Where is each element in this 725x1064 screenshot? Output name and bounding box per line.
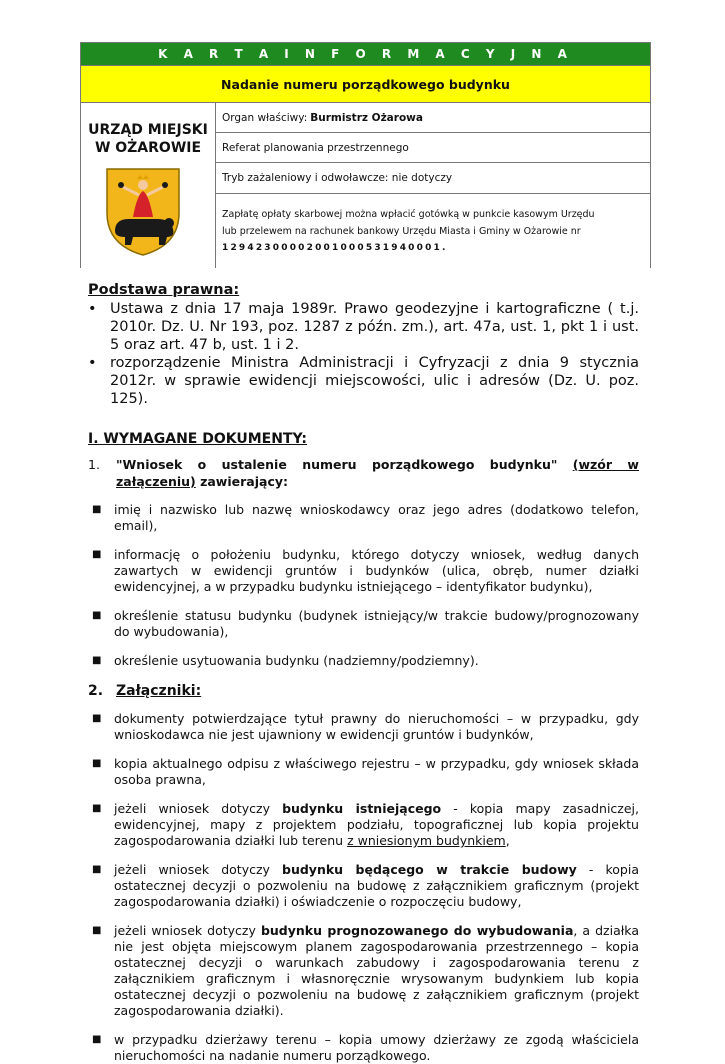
section2-number: 2. [88, 683, 104, 699]
list-item: ■ określenie usytuowania budynku (nadziemny/podziemny). [92, 653, 479, 668]
list-item-text: jeżeli wniosek dotyczy [114, 801, 283, 816]
list-item: ■ informację o położeniu budynku, którego dotyczy wniosek, według danych zawartych w ewidencji gruntów i budynków (ulica, obręb, numer działki ewidencyjnej, a w przypadku budynku istniejącego – identyfikator budynku), [92, 547, 639, 594]
payment-line2: lub przelewem na rachunek bankowy Urzędu Miasta i Gminy w Ożarowie nr [222, 225, 581, 237]
payment-row [216, 194, 650, 268]
legal-item: • rozporządzenie Ministra Administracji i Cyfryzacji z dnia 9 stycznia 2012r. w sprawie ewidencji miejscowości, ulic i adresów (Dz. U. poz. 125). [88, 355, 639, 407]
coat-of-arms-icon [103, 165, 183, 257]
legal-item: • Ustawa z dnia 17 maja 1989r. Prawo geodezyjne i kartograficzne ( t.j. 2010r. Dz. U. Nr 193, poz. 1287 z późn. zm.), art. 47a, ust. 1, pkt 1 i ust. 5 oraz art. 47 b, ust. 1 i 2. [88, 301, 639, 353]
section2-heading [88, 683, 639, 699]
list-item-text: , [505, 833, 510, 848]
list-item-text: kopia aktualnego odpisu z właściwego rejestru – w przypadku, gdy wniosek składa osoba prawna, [114, 756, 639, 787]
section1-intro [88, 456, 639, 490]
list-item-text: określenie statusu budynku (budynek istniejący/w trakcie budowy/prognozowany do wybudowania), [114, 608, 639, 639]
list-item: ■ jeżeli wniosek dotyczy budynku będącego w trakcie budowy - kopia ostatecznej decyzji o pozwoleniu na budowę z załącznikiem graficznym (projekt zagospodarowania działki) i oświadczenie o rozpoczęciu budowy, [92, 862, 639, 909]
section1-intro-a: "Wniosek o ustalenie numeru porządkowego budynku" [116, 457, 558, 472]
office-line2: W OŻAROWIE [94, 140, 202, 156]
list-item-text: - kopia ostatecznej decyzji o pozwoleniu na budowę z załącznikiem graficznym (projekt zagospodarowania działki) i oświadczenie o rozpoczęciu budowy, [114, 862, 639, 909]
legal-heading: Podstawa prawna: [88, 282, 240, 298]
list-item-text: dokumenty potwierdzające tytuł prawny do nieruchomości – w przypadku, gdy wnioskodawca nie jest ujawniony w ewidencji gruntów i budynków, [114, 711, 639, 742]
section1-intro-c: zawierający: [195, 474, 288, 489]
legal-item-text: Ustawa z dnia 17 maja 1989r. Prawo geodezyjne i kartograficzne ( t.j. 2010r. Dz. U. Nr 193, poz. 1287 z późn. zm.), art. 47a, ust. 1, pkt 1 i ust. 5 oraz art. 47 b, ust. 1 i 2. [110, 301, 639, 353]
section1-number: 1. [88, 457, 100, 472]
list-item-underlined: z wniesionym budynkiem [347, 833, 506, 848]
tryb-row: Tryb zażaleniowy i odwoławcze: nie dotyczy [216, 163, 650, 194]
organ-label: Organ właściwy: [222, 111, 308, 124]
list-item: ■ kopia aktualnego odpisu z właściwego rejestru – w przypadku, gdy wniosek składa osoba prawna, [92, 756, 639, 787]
info-card [80, 42, 651, 268]
list-item-text: określenie usytuowania budynku (nadziemny/podziemny). [114, 653, 479, 668]
card-subtitle: Nadanie numeru porządkowego budynku [81, 65, 650, 103]
list-item-text: - kopia mapy zasadniczej, ewidencyjnej, mapy z projektem podziału, topograficznej lub kopia projektu zagospodarowania działki lub terenu [114, 801, 639, 848]
office-line1: URZĄD MIEJSKI [88, 122, 208, 138]
list-item: ■ jeżeli wniosek dotyczy budynku istniejącego - kopia mapy zasadniczej, ewidencyjnej, mapy z projektem podziału, topograficznej lub kopia projektu zagospodarowania działki lub terenu z wniesionym budynkiem, [92, 801, 639, 848]
card-header [81, 103, 650, 268]
list-item: ■ jeżeli wniosek dotyczy budynku prognozowanego do wybudowania, a działka nie jest objęta miejscowym planem zagospodarowania przestrzennego – kopia ostatecznej decyzji o warunkach zabudowy i zagospodarowania terenu z załącznikiem graficznym i własnoręcznie wrysowanym budynkiem lub kopia ostatecznej decyzji o pozwoleniu na budowę z załącznikiem graficznym (projekt zagospodarowania działki). [92, 923, 639, 1018]
list-item: ■ w przypadku dzierżawy terenu – kopia umowy dzierżawy ze zgodą właściciela nieruchomości na nadanie numeru porządkowego. [92, 1032, 639, 1063]
section1-heading: I. WYMAGANE DOKUMENTY: [88, 431, 308, 447]
list-item-text: w przypadku dzierżawy terenu – kopia umowy dzierżawy ze zgodą właściciela nieruchomości na nadanie numeru porządkowego. [114, 1032, 639, 1063]
office-cell [81, 103, 216, 268]
organ-row [216, 103, 650, 133]
document-body [88, 282, 639, 1064]
list-item-text: , a działka nie jest objęta miejscowym planem zagospodarowania przestrzennego – kopia ostatecznej decyzji o warunkach zabudowy i zagospodarowania terenu z załącznikiem graficznym i własnoręcznie wrysowanym budynkiem lub kopia ostatecznej decyzji o pozwoleniu na budowę z załącznikiem graficznym (projekt zagospodarowania działki). [114, 923, 639, 1018]
card-title: K A R T A I N F O R M A C Y J N A [81, 42, 650, 65]
template-link[interactable]: (wzór w załączeniu) [116, 457, 639, 489]
details-cell [216, 103, 650, 268]
organ-value: Burmistrz Ożarowa [310, 111, 423, 124]
list-item-bold: budynku istniejącego [282, 801, 442, 816]
section2-list [88, 711, 639, 1064]
list-item-text: jeżeli wniosek dotyczy [114, 862, 283, 877]
list-item-text: imię i nazwisko lub nazwę wnioskodawcy oraz jego adres (dodatkowo telefon, email), [114, 502, 639, 533]
referat-row: Referat planowania przestrzennego [216, 133, 650, 163]
office-name [81, 121, 215, 157]
list-item: ■ określenie statusu budynku (budynek istniejący/w trakcie budowy/prognozowany do wybudowania), [92, 608, 639, 639]
section2-title: Załączniki: [116, 683, 202, 699]
payment-account: 12942300002001000531940001. [222, 242, 448, 253]
list-item: ■ imię i nazwisko lub nazwę wnioskodawcy oraz jego adres (dodatkowo telefon, email), [92, 502, 639, 533]
list-item-bold: budynku prognozowanego do wybudowania [260, 923, 574, 938]
list-item-text: jeżeli wniosek dotyczy [114, 923, 261, 938]
list-item-text: informację o położeniu budynku, którego dotyczy wniosek, według danych zawartych w ewidencji gruntów i budynków (ulica, obręb, numer działki ewidencyjnej, a w przypadku budynku istniejącego – identyfikator budynku), [114, 547, 639, 594]
payment-line1: Zapłatę opłaty skarbowej można wpłacić gotówką w punkcie kasowym Urzędu [222, 208, 595, 220]
list-item: ■ dokumenty potwierdzające tytuł prawny do nieruchomości – w przypadku, gdy wnioskodawca nie jest ujawniony w ewidencji gruntów i budynków, [92, 711, 639, 742]
list-item-bold: budynku będącego w trakcie budowy [282, 862, 577, 877]
legal-item-text: rozporządzenie Ministra Administracji i Cyfryzacji z dnia 9 stycznia 2012r. w sprawie ewidencji miejscowości, ulic i adresów (Dz. U. poz. 125). [110, 355, 639, 407]
section1-list [88, 502, 639, 669]
